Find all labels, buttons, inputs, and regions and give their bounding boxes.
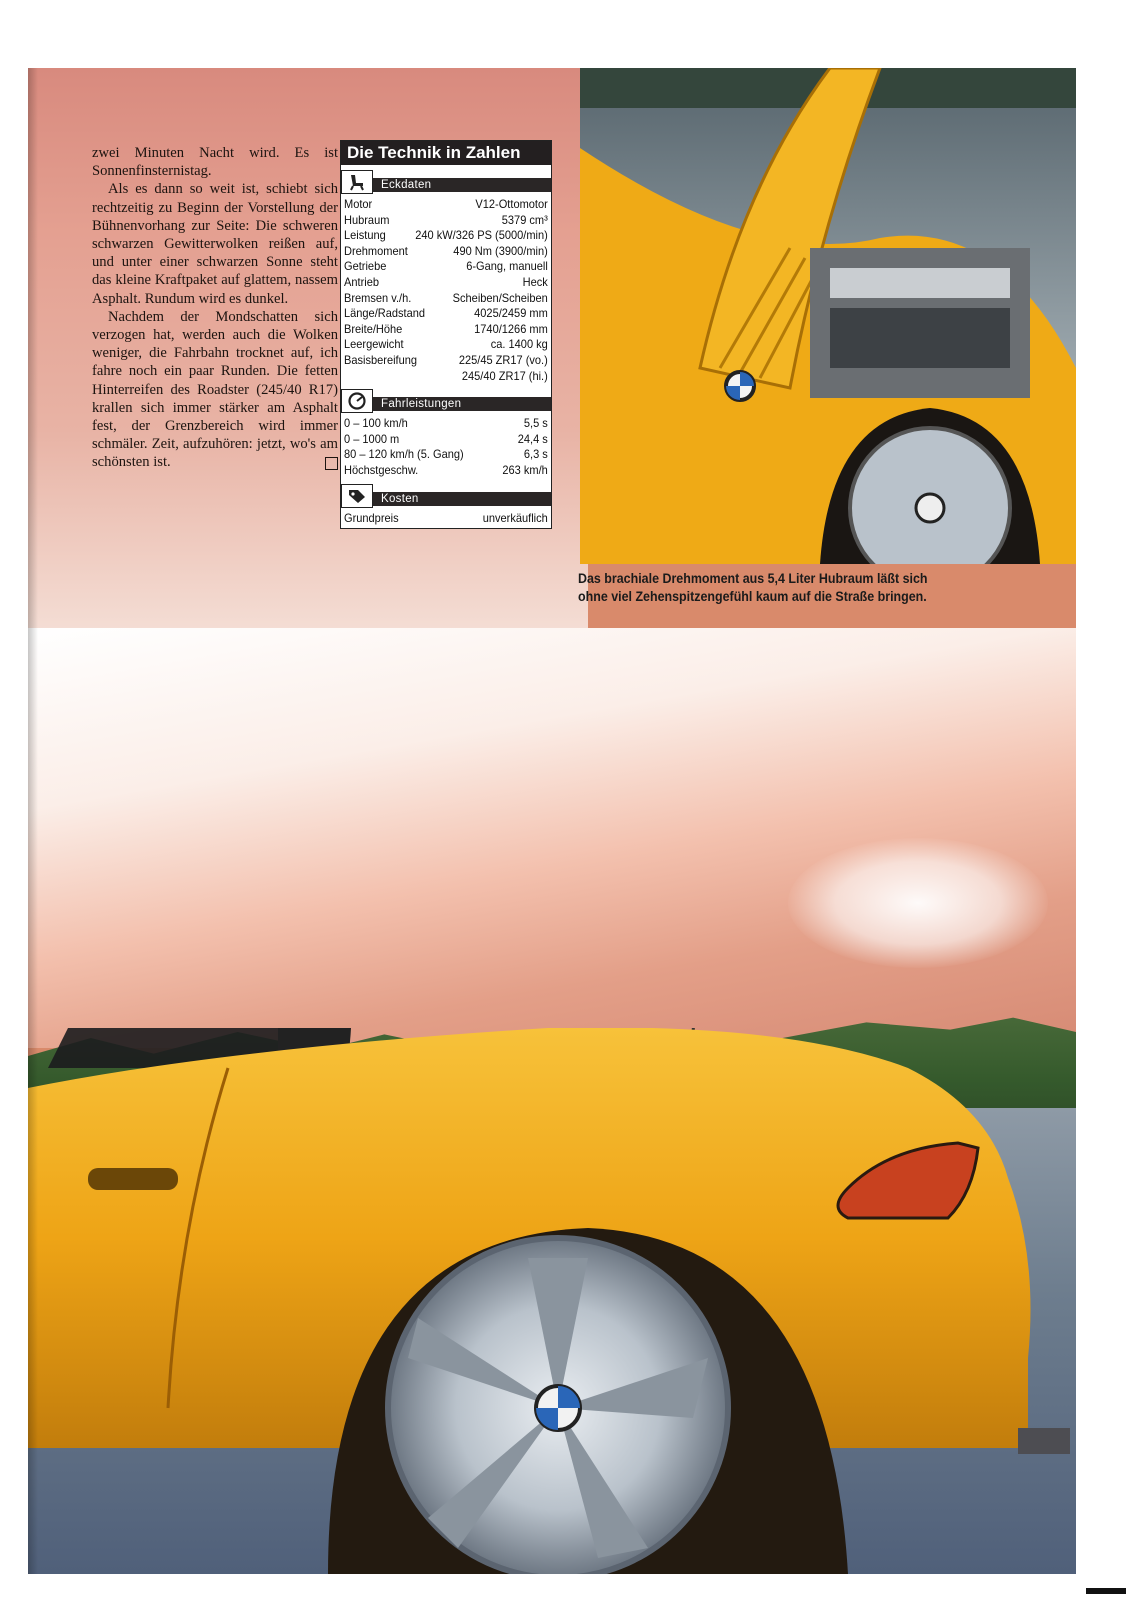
door-handle: [88, 1168, 178, 1190]
data-row: Leistung 240 kW/326 PS (5000/min): [344, 228, 548, 243]
section-heading-label: Fahrleistungen: [373, 397, 551, 411]
data-row: Antrieb Heck: [344, 274, 548, 289]
section-heading-eckdaten: [341, 171, 551, 193]
magazine-page: [28, 68, 1076, 1574]
article-paragraph: Nachdem der Mondschatten sich verzogen hat, werden auch die Wolken weniger, die Fahrbahn trocknet auf, ich fahre noch ein paar Runden. Die fetten Hinterreifen des Roadster (245/40 R17) krallen sich immer stärker am Asphalt fest, der Grenzbereich wird immer schmäler. Zeit, aufzuhören: jetzt, wo's am schönsten ist.: [92, 308, 338, 471]
data-row: Länge/Radstand 4025/2459 mm: [344, 306, 548, 321]
tech-data-box: [340, 140, 552, 529]
engine-illustration: [580, 68, 1076, 564]
section-heading-fahrleistungen: [341, 390, 551, 412]
data-row: Bremsen v./h. Scheiben/Scheiben: [344, 290, 548, 305]
data-row: Basisbereifung 225/45 ZR17 (vo.): [344, 352, 548, 367]
exhaust-pipe: [1018, 1428, 1070, 1454]
eckdaten-rows: [341, 197, 551, 384]
data-row: 0 – 100 km/h 5,5 s: [344, 416, 548, 431]
data-row: 245/40 ZR17 (hi.): [461, 368, 548, 383]
data-row: 80 – 120 km/h (5. Gang) 6,3 s: [344, 447, 548, 462]
end-mark: [325, 457, 338, 470]
price-tag-icon: [341, 484, 373, 508]
corner-mark: [1086, 1588, 1126, 1594]
section-heading-kosten: [341, 485, 551, 507]
data-row: Breite/Höhe 1740/1266 mm: [344, 321, 548, 336]
data-row: Getriebe 6-Gang, manuell: [344, 259, 548, 274]
article-paragraph: zwei Minuten Nacht wird. Es ist Sonnenfinsternistag.: [92, 145, 338, 180]
data-row: Drehmoment 490 Nm (3900/min): [344, 243, 548, 258]
data-row: Motor V12-Ottomotor: [344, 197, 548, 211]
data-row: 0 – 1000 m 24,4 s: [344, 431, 548, 446]
data-row: Hubraum 5379 cm³: [344, 212, 548, 227]
roadster-photo: [28, 1028, 1076, 1574]
cloud: [788, 838, 1048, 968]
data-row: Höchstgeschw. 263 km/h: [344, 462, 548, 477]
speedometer-icon: [341, 389, 373, 413]
caption-line: Das brachiale Drehmoment aus 5,4 Liter Hubraum läßt sich: [578, 571, 928, 586]
fahrleistungen-rows: [341, 416, 551, 478]
section-heading-label: Kosten: [373, 492, 551, 506]
seat-icon: [341, 170, 373, 194]
photo-caption: [578, 570, 1076, 606]
data-row: Grundpreis unverkäuflich: [344, 510, 548, 525]
section-heading-label: Eckdaten: [373, 178, 551, 192]
tech-data-title: Die Technik in Zahlen: [341, 141, 551, 165]
data-row: Leergewicht ca. 1400 kg: [344, 337, 548, 352]
article-column: [92, 144, 338, 472]
article-paragraph: Als es dann so weit ist, schiebt sich rechtzeitig zu Beginn der Vorstellung der Bühnenvorhang zur Seite: Die schweren schwarzen Gewitterwolken reißen auf, und unter einer schwarzen Sonne steht das kleine Kraftpaket auf glattem, nassem Asphalt. Rundum wird es dunkel.: [92, 181, 338, 307]
caption-line: ohne viel Zehenspitzengefühl kaum auf die Straße bringen.: [578, 589, 927, 604]
engine-bay-photo: [580, 68, 1076, 564]
binding-shadow: [28, 68, 38, 1574]
kosten-rows: [341, 511, 551, 529]
